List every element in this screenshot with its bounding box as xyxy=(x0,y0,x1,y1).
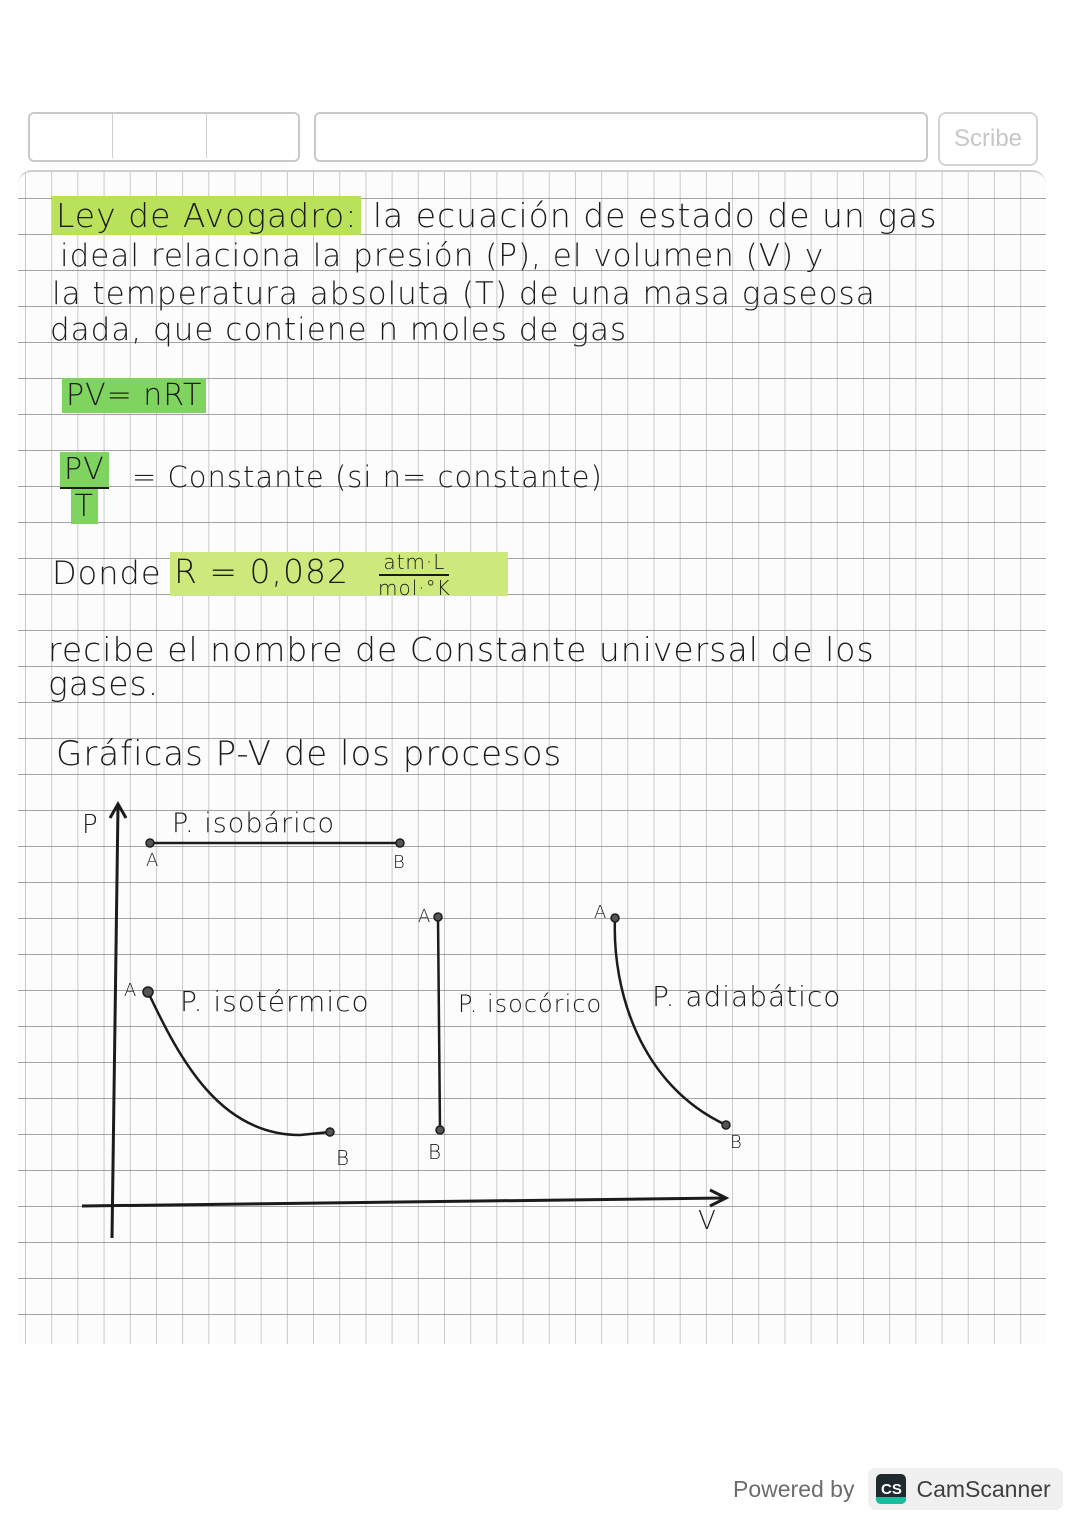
r-constant-value: R = 0,082 xyxy=(174,552,350,591)
powered-by-text: Powered by xyxy=(733,1475,855,1502)
p-axis-label: P xyxy=(82,810,99,840)
isothermal-label: P. isotérmico xyxy=(180,985,370,1018)
donde-label: Donde xyxy=(52,554,162,592)
camscanner-watermark xyxy=(733,1468,1063,1510)
v-axis xyxy=(82,1198,724,1206)
isochoric-label: P. isocórico xyxy=(458,990,603,1018)
formula-ideal-gas-text: PV= nRT xyxy=(62,378,206,413)
scribe-logo: Scribe xyxy=(938,112,1038,166)
isothermal-point-a: A xyxy=(124,980,138,1001)
adiabatic-label: P. adiabático xyxy=(652,980,842,1013)
graphs-heading: Gráficas P-V de los procesos xyxy=(56,734,563,774)
fraction-denominator: T xyxy=(71,489,98,524)
isobaric-point-b: B xyxy=(393,852,406,873)
isothermal-point-b: B xyxy=(336,1146,351,1170)
note-line-4: dada, que contiene n moles de gas xyxy=(50,312,628,348)
isobaric-point-a: A xyxy=(146,850,160,871)
fraction-numerator: PV xyxy=(60,452,109,489)
line1-text: la ecuación de estado de un gas xyxy=(372,196,938,235)
note-line-gases: gases. xyxy=(48,664,160,703)
isochoric-point-b: B xyxy=(428,1140,443,1164)
adiabatic-point-b: B xyxy=(730,1132,743,1153)
units-numerator: atm·L xyxy=(379,550,449,576)
note-line-recibe: recibe el nombre de Constante universal de los xyxy=(48,630,875,669)
camscanner-name: CamScanner xyxy=(916,1475,1051,1502)
adiabatic-point-a: A xyxy=(594,902,608,923)
v-axis-label: V xyxy=(698,1206,717,1236)
camscanner-badge xyxy=(868,1468,1062,1510)
adiabatic-curve xyxy=(615,918,726,1125)
isochoric-point-a: A xyxy=(418,906,432,927)
note-line-2: ideal relaciona la presión (P), el volumen (V) y xyxy=(60,238,825,274)
p-axis xyxy=(112,806,118,1238)
isochoric-line xyxy=(438,917,440,1130)
note-line-3: la temperatura absoluta (T) de una masa gaseosa xyxy=(52,276,876,312)
camscanner-logo-icon: CS xyxy=(876,1474,906,1504)
isobaric-label: P. isobárico xyxy=(172,808,335,839)
formula-constant-text: = Constante (si n= constante) xyxy=(132,460,603,494)
title-highlight: Ley de Avogadro: xyxy=(52,196,361,235)
units-denominator: mol·°K xyxy=(378,576,451,600)
